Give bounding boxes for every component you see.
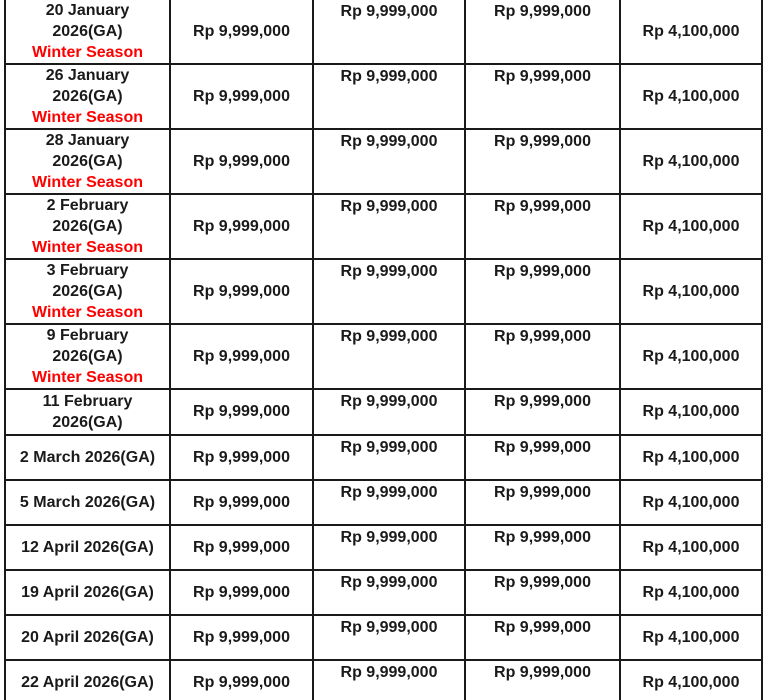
price-cell: Rp 9,999,000 xyxy=(170,525,313,570)
price-cell: Rp 9,999,000 xyxy=(170,660,313,700)
price-cell: Rp 9,999,000 xyxy=(313,389,465,435)
table-row xyxy=(5,194,762,259)
price-cell: Rp 4,100,000 xyxy=(620,194,762,259)
departure-date-cell xyxy=(5,129,170,194)
price-cell: Rp 9,999,000 xyxy=(313,129,465,194)
price-cell: Rp 4,100,000 xyxy=(620,570,762,615)
price-cell: Rp 9,999,000 xyxy=(465,324,620,389)
table-row xyxy=(5,389,762,435)
season-label: Winter Season xyxy=(32,174,143,191)
table-row xyxy=(5,0,762,64)
departure-date-line: 2026(GA) xyxy=(52,414,123,431)
price-cell: Rp 9,999,000 xyxy=(313,525,465,570)
departure-date-line: 26 January xyxy=(45,67,130,84)
departure-date-cell xyxy=(5,389,170,435)
price-cell: Rp 9,999,000 xyxy=(465,194,620,259)
price-cell: Rp 9,999,000 xyxy=(465,259,620,324)
departure-date-cell xyxy=(5,480,170,525)
price-cell: Rp 9,999,000 xyxy=(313,0,465,64)
departure-date-cell xyxy=(5,259,170,324)
departure-date-cell xyxy=(5,570,170,615)
season-label: Winter Season xyxy=(32,109,143,126)
price-cell: Rp 9,999,000 xyxy=(170,389,313,435)
departure-date-cell xyxy=(5,324,170,389)
price-cell: Rp 4,100,000 xyxy=(620,615,762,660)
price-cell: Rp 9,999,000 xyxy=(170,324,313,389)
departure-date-line: 2026(GA) xyxy=(52,153,123,170)
price-cell: Rp 9,999,000 xyxy=(313,194,465,259)
price-cell: Rp 4,100,000 xyxy=(620,129,762,194)
price-cell: Rp 9,999,000 xyxy=(170,0,313,64)
price-cell: Rp 9,999,000 xyxy=(170,615,313,660)
price-cell: Rp 4,100,000 xyxy=(620,64,762,129)
table-row xyxy=(5,615,762,660)
price-cell: Rp 9,999,000 xyxy=(170,129,313,194)
season-label: Winter Season xyxy=(32,239,143,256)
table-row xyxy=(5,64,762,129)
price-cell: Rp 9,999,000 xyxy=(465,129,620,194)
price-cell: Rp 9,999,000 xyxy=(170,259,313,324)
departure-date-cell xyxy=(5,194,170,259)
departure-date-line: 12 April 2026(GA) xyxy=(21,539,154,556)
table-row xyxy=(5,324,762,389)
departure-date-line: 9 February xyxy=(46,327,129,344)
table-row xyxy=(5,570,762,615)
price-table xyxy=(4,0,763,700)
price-cell: Rp 9,999,000 xyxy=(170,435,313,480)
table-row xyxy=(5,435,762,480)
departure-date-line: 5 March 2026(GA) xyxy=(19,494,156,511)
departure-date-cell xyxy=(5,0,170,64)
price-cell: Rp 9,999,000 xyxy=(313,615,465,660)
departure-date-line: 2 March 2026(GA) xyxy=(19,449,156,466)
departure-date-cell xyxy=(5,615,170,660)
departure-date-line: 22 April 2026(GA) xyxy=(21,674,154,691)
price-cell: Rp 4,100,000 xyxy=(620,435,762,480)
departure-date-line: 2026(GA) xyxy=(52,283,123,300)
departure-date-line: 2026(GA) xyxy=(52,348,123,365)
price-cell: Rp 9,999,000 xyxy=(313,660,465,700)
price-cell: Rp 9,999,000 xyxy=(313,324,465,389)
departure-date-line: 20 January xyxy=(45,2,130,19)
departure-date-cell xyxy=(5,660,170,700)
price-cell: Rp 9,999,000 xyxy=(170,64,313,129)
departure-date-line: 2026(GA) xyxy=(52,88,123,105)
departure-date-line: 2 February xyxy=(46,197,129,214)
departure-date-line: 28 January xyxy=(45,132,130,149)
departure-date-cell xyxy=(5,435,170,480)
table-row xyxy=(5,259,762,324)
price-cell: Rp 9,999,000 xyxy=(465,615,620,660)
departure-date-line: 20 April 2026(GA) xyxy=(21,629,154,646)
price-cell: Rp 9,999,000 xyxy=(313,570,465,615)
price-cell: Rp 9,999,000 xyxy=(465,480,620,525)
season-label: Winter Season xyxy=(32,44,143,61)
departure-date-cell xyxy=(5,64,170,129)
price-cell: Rp 9,999,000 xyxy=(313,480,465,525)
departure-date-line: 11 February xyxy=(42,393,133,410)
price-cell: Rp 9,999,000 xyxy=(465,525,620,570)
price-cell: Rp 9,999,000 xyxy=(170,480,313,525)
price-cell: Rp 4,100,000 xyxy=(620,259,762,324)
departure-date-line: 3 February xyxy=(46,262,129,279)
departure-date-line: 2026(GA) xyxy=(52,23,123,40)
table-row xyxy=(5,660,762,700)
price-cell: Rp 4,100,000 xyxy=(620,389,762,435)
price-cell: Rp 9,999,000 xyxy=(313,259,465,324)
price-cell: Rp 9,999,000 xyxy=(313,435,465,480)
price-cell: Rp 9,999,000 xyxy=(465,389,620,435)
price-cell: Rp 9,999,000 xyxy=(465,570,620,615)
season-label: Winter Season xyxy=(32,304,143,321)
price-cell: Rp 9,999,000 xyxy=(170,570,313,615)
price-cell: Rp 4,100,000 xyxy=(620,660,762,700)
departure-date-line: 19 April 2026(GA) xyxy=(21,584,154,601)
price-cell: Rp 4,100,000 xyxy=(620,0,762,64)
table-row xyxy=(5,480,762,525)
table-row xyxy=(5,129,762,194)
departure-date-line: 2026(GA) xyxy=(52,218,123,235)
price-cell: Rp 4,100,000 xyxy=(620,324,762,389)
departure-date-cell xyxy=(5,525,170,570)
price-cell: Rp 9,999,000 xyxy=(170,194,313,259)
price-cell: Rp 4,100,000 xyxy=(620,525,762,570)
price-cell: Rp 9,999,000 xyxy=(465,660,620,700)
season-label: Winter Season xyxy=(32,369,143,386)
price-cell: Rp 9,999,000 xyxy=(465,0,620,64)
price-cell: Rp 9,999,000 xyxy=(465,64,620,129)
price-cell: Rp 9,999,000 xyxy=(313,64,465,129)
price-cell: Rp 9,999,000 xyxy=(465,435,620,480)
table-row xyxy=(5,525,762,570)
price-cell: Rp 4,100,000 xyxy=(620,480,762,525)
